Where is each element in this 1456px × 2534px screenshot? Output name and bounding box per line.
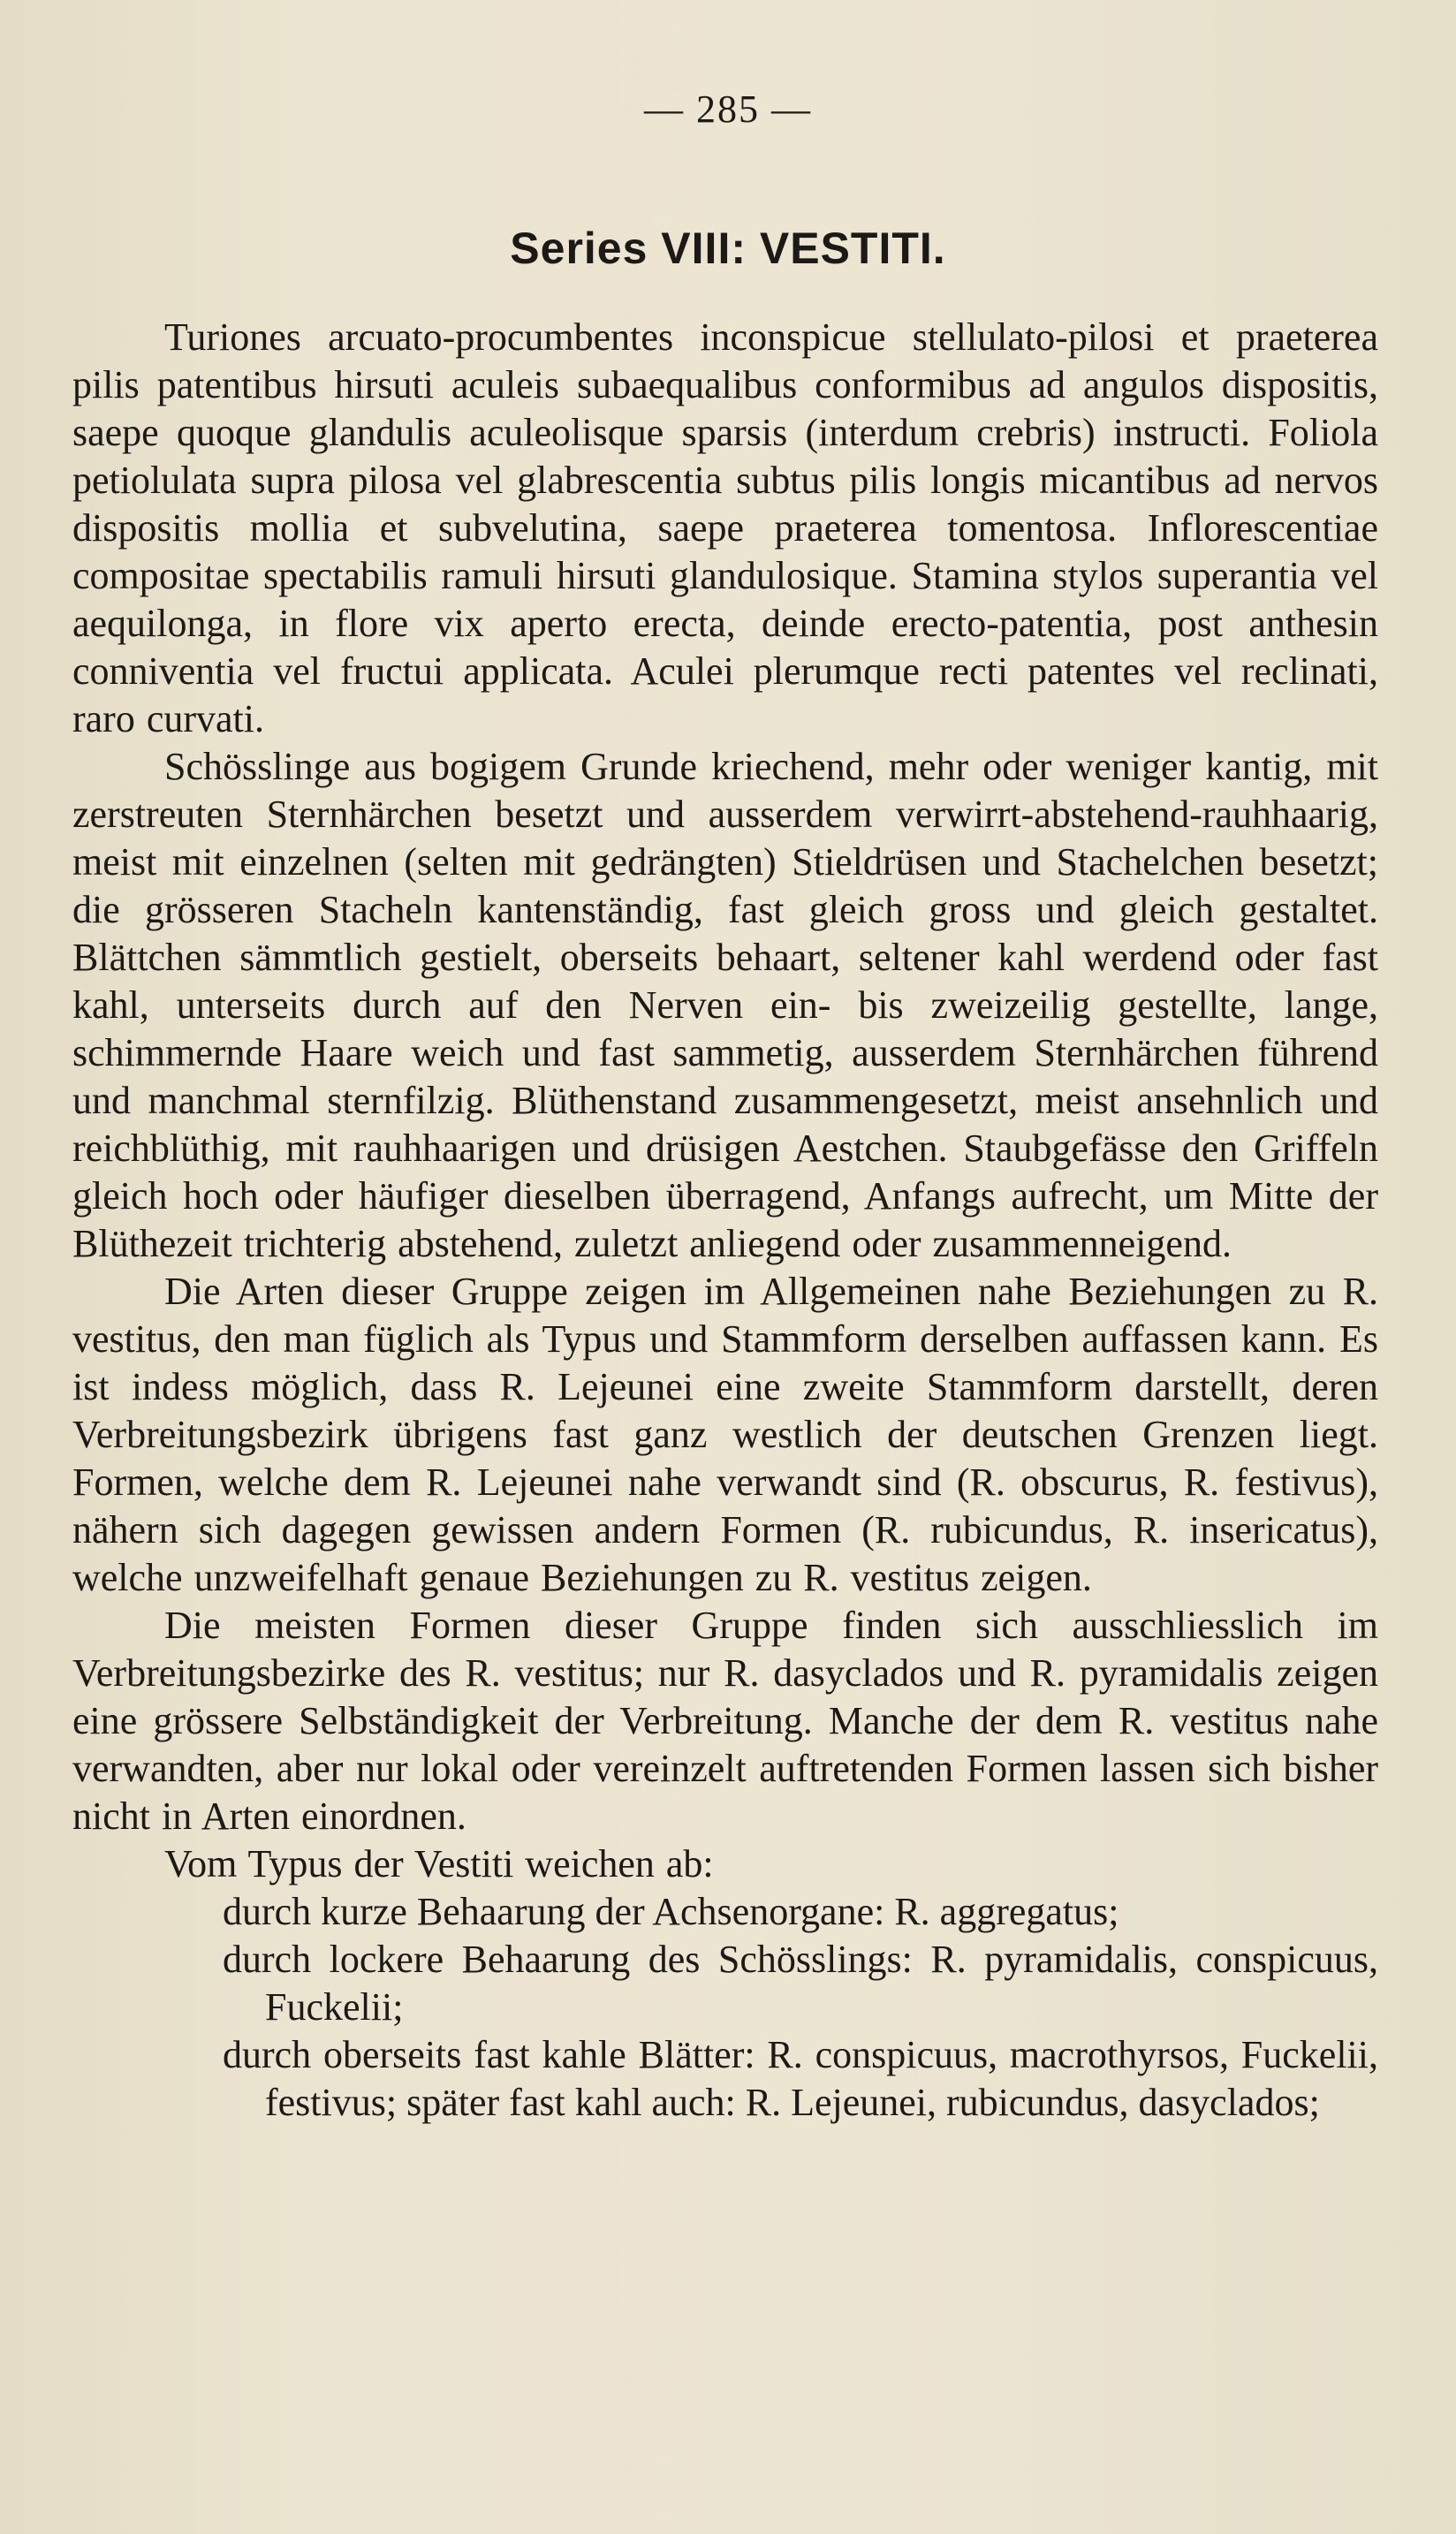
deviations-intro: Vom Typus der Vestiti weichen ab: [164, 1842, 714, 1885]
page-number: — 285 — [644, 87, 812, 131]
section-title: Series VIII: VESTITI. [510, 224, 946, 273]
page-body [72, 314, 1378, 2127]
relationships-paragraph: Die Arten dieser Gruppe zeigen im Allgemeinen nahe Beziehungen zu R. vestitus, den man füglich als Typus und Stammform derselben auffassen kann. Es ist indess möglich, dass R. Lejeunei eine zweite Stammform darstellt, deren Verbreitungsbezirk übrigens fast ganz westlich der deutschen Grenzen liegt. Formen, welche dem R. Lejeunei nahe verwandt sind (R. obscurus, R. festivus), nähern sich dagegen gewissen andern Formen (R. rubicundus, R. insericatus), welche unzweifelhaft genaue Beziehungen zu R. vestitus zeigen. [72, 1270, 1378, 1599]
deviation-item: durch lockere Behaarung des Schösslings: R. pyramidalis, conspicuus, Fuckelii; [223, 1938, 1378, 2029]
german-description-paragraph: Schösslinge aus bogigem Grunde kriechend, mehr oder weniger kantig, mit zerstreuten Sternhärchen besetzt und ausserdem verwirrt-abstehend-rauhhaarig, meist mit einzelnen (selten mit gedrängten) Stieldrüsen und Stachelchen besetzt; die grösseren Stacheln kantenständig, fast gleich gross und gleich gestaltet. Blättchen sämmtlich gestielt, oberseits behaart, seltener kahl werdend oder fast kahl, unterseits durch auf den Nerven ein- bis zweizeilig gestellte, lange, schimmernde Haare weich und fast sammetig, ausserdem Sternhärchen führend und manchmal sternfilzig. Blüthenstand zusammengesetzt, meist ansehnlich und reichblüthig, mit rauhhaarigen und drüsigen Aestchen. Staubgefässe den Griffeln gleich hoch oder häufiger dieselben überragend, Anfangs aufrecht, um Mitte der Blüthezeit trichterig abstehend, zuletzt anliegend oder zusammenneigend. [72, 745, 1378, 1265]
latin-diagnosis-paragraph: Turiones arcuato-procumbentes inconspicue stellulato-pilosi et praeterea pilis patentibus hirsuti aculeis subaequalibus conformibus ad angulos dispositis, saepe quoque glandulis aculeolisque sparsis (interdum crebris) instructi. Foliola petiolulata supra pilosa vel glabrescentia subtus pilis longis micantibus ad nervos dispositis mollia et subvelutina, saepe praeterea tomentosa. Inflorescentiae compositae spectabilis ramuli hirsuti glandulosique. Stamina stylos superantia vel aequilonga, in flore vix aperto erecta, deinde erecto-patentia, post anthesin conniventia vel fructui applicata. Aculei plerumque recti patentes vel reclinati, raro curvati. [72, 315, 1378, 740]
deviation-item: durch oberseits fast kahle Blätter: R. conspicuus, macrothyrsos, Fuckelii, festivus; später fast kahl auch: R. Lejeunei, rubicundus, dasyclados; [223, 2033, 1378, 2124]
distribution-paragraph: Die meisten Formen dieser Gruppe finden sich ausschliesslich im Verbreitungsbezirke des R. vestitus; nur R. dasyclados und R. pyramidalis zeigen eine grössere Selbständigkeit der Verbreitung. Manche der dem R. vestitus nahe verwandten, aber nur lokal oder vereinzelt auftretenden Formen lassen sich bisher nicht in Arten einordnen. [72, 1604, 1378, 1838]
deviation-item: durch kurze Behaarung der Achsenorgane: R. aggregatus; [223, 1890, 1119, 1933]
